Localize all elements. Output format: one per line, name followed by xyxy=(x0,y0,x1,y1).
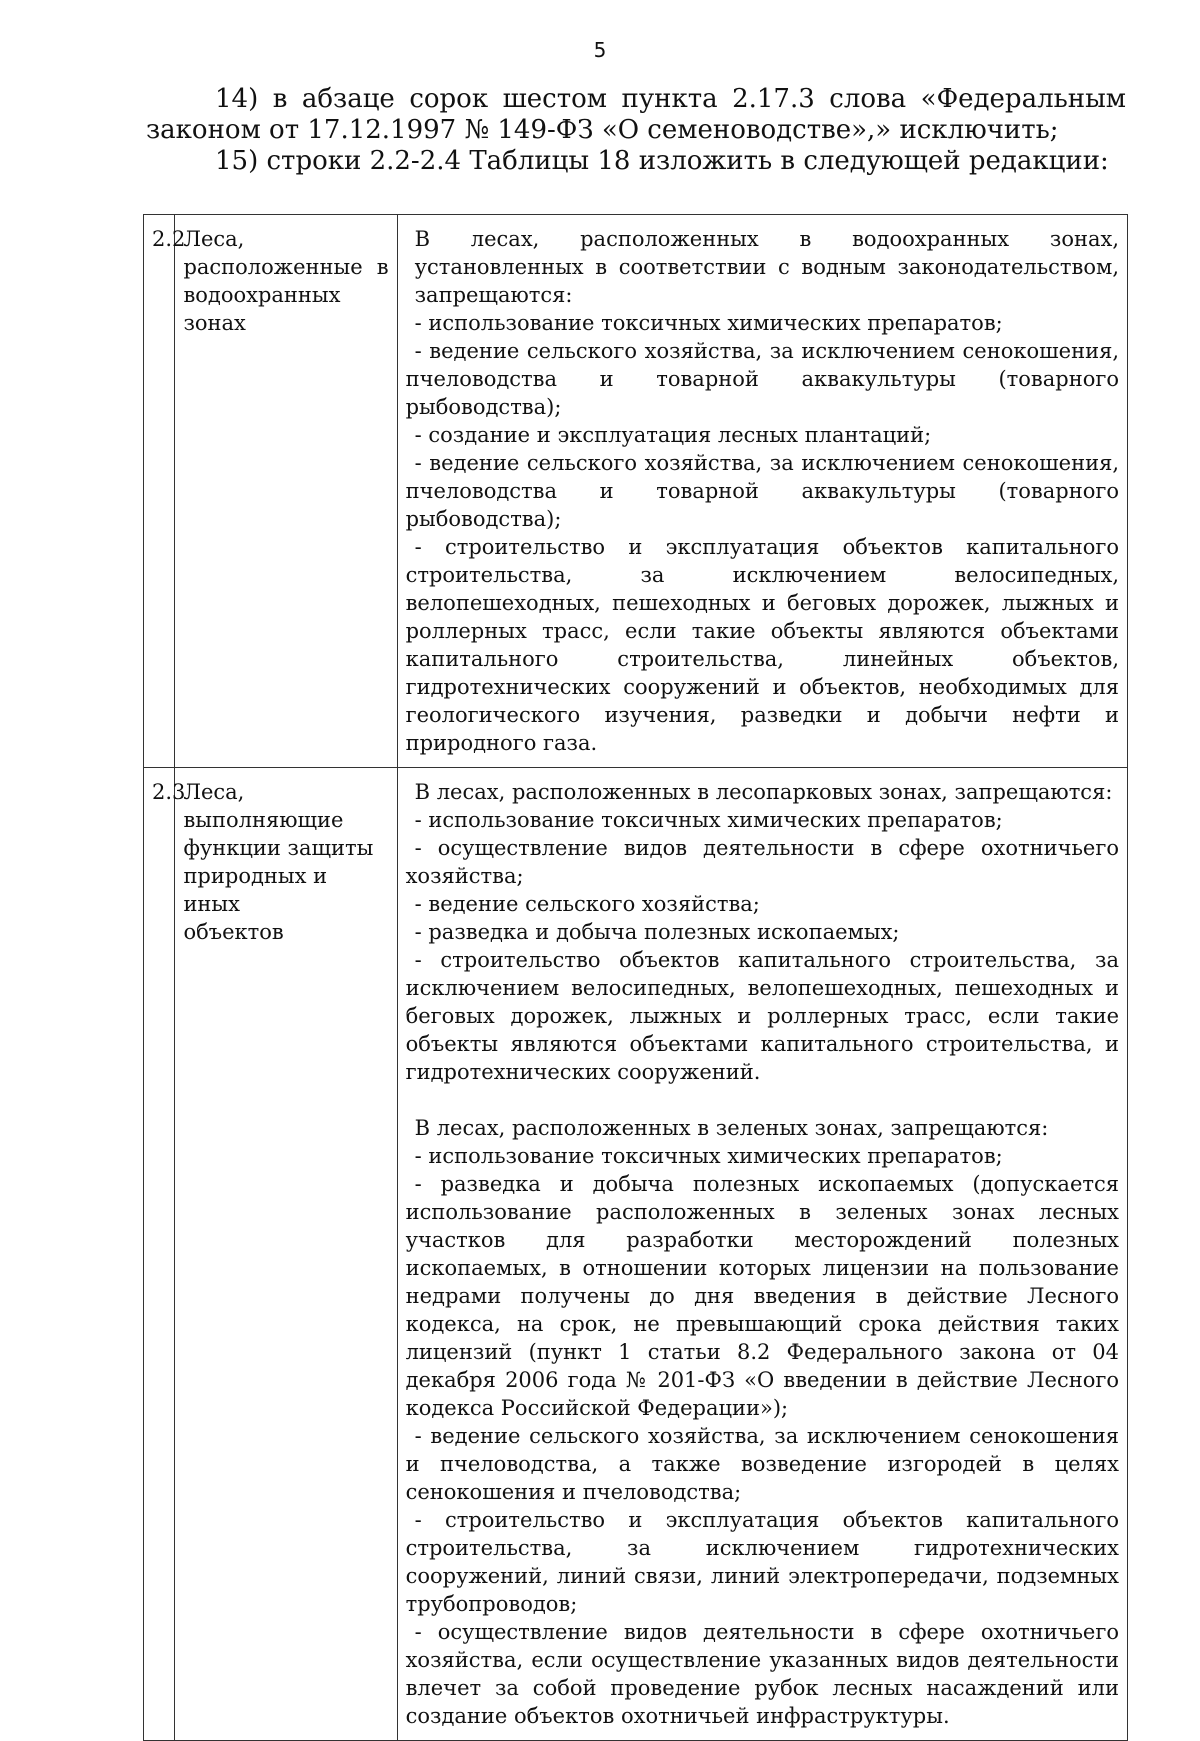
table-row xyxy=(144,768,1128,1741)
category-line: функции защиты xyxy=(183,836,374,860)
paragraph-14: 14) в абзаце сорок шестом пункта 2.17.3 слова «Федеральным законом от 17.12.1997 № 149-ФЗ «О семеноводстве»,» исключить; xyxy=(146,84,1126,145)
row-number: 2.3 xyxy=(144,768,175,1741)
list-item: - ведение сельского хозяйства, за исключением сенокошения, пчеловодства и товарной аквакультуры (товарного рыбоводства); xyxy=(405,339,1119,419)
list-item: - разведка и добыча полезных ископаемых (допускается использование расположенных в зеленых зонах лесных участков для разработки месторождений полезных ископаемых, в отношении которых лицензии на пользование недрами получены до дня введения в действие Лесного кодекса, на срок, не превышающий срока действия таких лицензий (пункт 1 статьи 8.2 Федерального закона от 04 декабря 2006 года № 201-ФЗ «О введении в действие Лесного кодекса Российской Федерации»); xyxy=(405,1172,1119,1420)
category-line: объектов xyxy=(183,920,284,944)
list-item: - осуществление видов деятельности в сфере охотничьего хозяйства; xyxy=(405,836,1119,888)
row-description xyxy=(397,768,1127,1741)
category-line: Леса, xyxy=(183,227,245,251)
list-item: - осуществление видов деятельности в сфере охотничьего хозяйства, если осуществление указанных видов деятельности влечет за собой проведение рубок лесных насаждений или создание объектов охотничьей инфраструктуры. xyxy=(405,1620,1119,1728)
list-item: - строительство и эксплуатация объектов капитального строительства, за исключением велосипедных, велопешеходных, пешеходных и беговых дорожек, лыжных и роллерных трасс, если такие объекты являются объектами капитального строительства, линейных объектов, гидротехнических сооружений и объектов, необходимых для геологического изучения, разведки и добычи нефти и природного газа. xyxy=(405,535,1119,755)
table-18-rows xyxy=(143,214,1128,1741)
block-lead: В лесах, расположенных в лесопарковых зонах, запрещаются: xyxy=(414,780,1113,804)
intro-text xyxy=(146,84,1126,177)
block-lead: В лесах, расположенных в водоохранных зонах, установленных в соответствии с водным законодательством, запрещаются: xyxy=(414,227,1119,307)
category-line: Леса, xyxy=(183,780,245,804)
list-item: - строительство и эксплуатация объектов капитального строительства, за исключением гидротехнических сооружений, линий связи, линий электропередачи, подземных трубопроводов; xyxy=(405,1508,1119,1616)
block-lead: В лесах, расположенных в зеленых зонах, запрещаются: xyxy=(414,1116,1049,1140)
list-item: - строительство объектов капитального строительства, за исключением велосипедных, велопешеходных, пешеходных и беговых дорожек, лыжных и роллерных трасс, если такие объекты являются объектами капитального строительства, и гидротехнических сооружений. xyxy=(405,948,1119,1084)
page-number: 5 xyxy=(593,38,607,62)
row-description xyxy=(397,215,1127,768)
list-item: - ведение сельского хозяйства, за исключением сенокошения и пчеловодства, а также возведение изгородей в целях сенокошения и пчеловодства; xyxy=(405,1424,1119,1504)
list-item: - использование токсичных химических препаратов; xyxy=(414,808,1003,832)
list-item: - использование токсичных химических препаратов; xyxy=(414,1144,1003,1168)
list-item: - ведение сельского хозяйства; xyxy=(414,892,760,916)
category-line: выполняющие xyxy=(183,808,344,832)
row-number: 2.2 xyxy=(144,215,175,768)
list-item: - разведка и добыча полезных ископаемых; xyxy=(414,920,900,944)
category-line: природных и иных xyxy=(183,864,328,916)
category-line: расположенные в xyxy=(183,255,389,279)
paragraph-15: 15) строки 2.2-2.4 Таблицы 18 изложить в следующей редакции: xyxy=(215,146,1109,176)
category-line: водоохранных зонах xyxy=(183,283,341,335)
table-row xyxy=(144,215,1128,768)
list-item: - ведение сельского хозяйства, за исключением сенокошения, пчеловодства и товарной аквакультуры (товарного рыбоводства); xyxy=(405,451,1119,531)
list-item: - создание и эксплуатация лесных плантаций; xyxy=(414,423,932,447)
row-category xyxy=(175,768,397,1741)
block-spacer xyxy=(406,1086,1119,1114)
list-item: - использование токсичных химических препаратов; xyxy=(414,311,1003,335)
row-category xyxy=(175,215,397,768)
